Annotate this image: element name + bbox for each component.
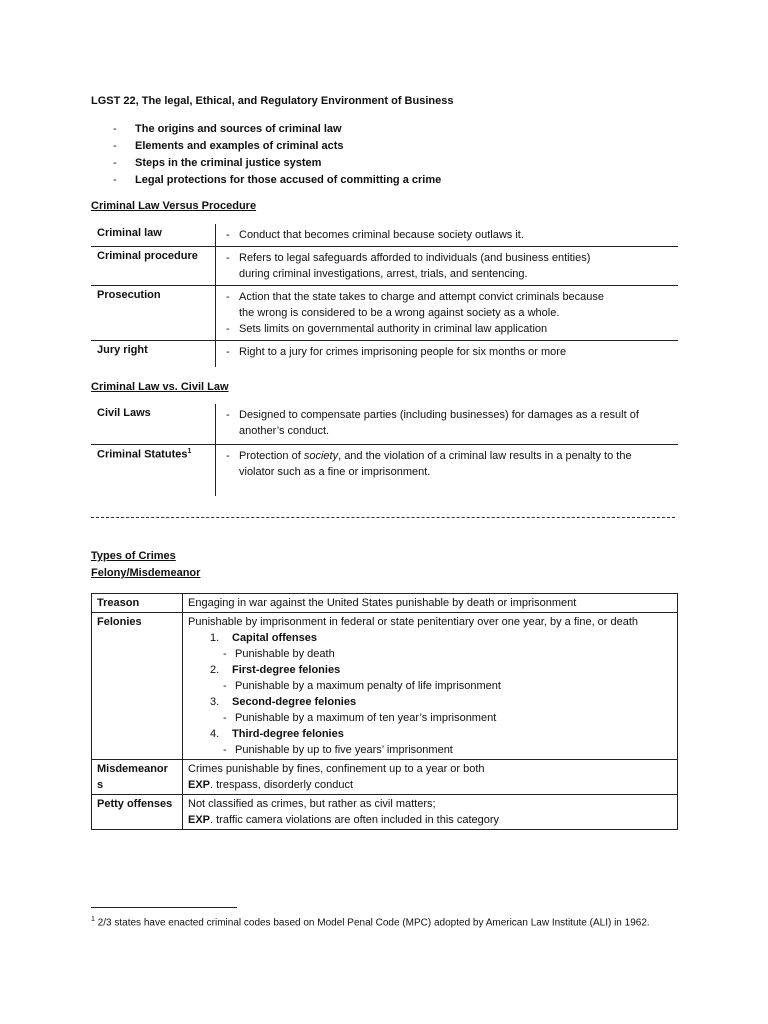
felony-type-item: 2. First-degree felonies (210, 664, 341, 676)
definition-point: - Refers to legal safeguards afforded to individuals (and business entities) during criminal investigations, arrest, trials, and sentencing. (226, 250, 619, 282)
document-title: LGST 22, The legal, Ethical, and Regulatory Environment of Business (91, 95, 454, 107)
section-heading-law-vs-procedure: Criminal Law Versus Procedure (91, 200, 257, 212)
term-criminal-statutes-label: Criminal Statutes (97, 448, 188, 461)
petty-offenses-example: EXP. traffic camera violations are often included in this category (188, 814, 500, 826)
footnote-mark: 1 (91, 916, 95, 923)
topic-item: - Legal protections for those accused of committing a crime (113, 172, 441, 189)
felony-type-detail: - Punishable by up to five years’ imprisonment (188, 742, 672, 758)
felony-type-detail: - Punishable by a maximum penalty of life imprisonment (188, 678, 672, 694)
term-criminal-statutes (91, 444, 216, 496)
footnote-rule (91, 907, 237, 908)
crime-types-table (91, 593, 678, 830)
misdemeanors-description: Crimes punishable by fines, confinement up to a year or both (188, 763, 485, 775)
emphasis-society: society (303, 449, 339, 462)
felony-type-item: 1. Capital offenses (210, 632, 317, 644)
topic-item: - Steps in the criminal justice system (113, 155, 441, 172)
definition-point: - Protection of society, and the violation of a criminal law results in a penalty to the violator such as a fine or imprisonment. (226, 448, 664, 480)
term-treason: Treason (92, 594, 183, 613)
definition-point: - Sets limits on governmental authority in criminal law application (226, 321, 678, 337)
criminal-vs-civil-table (91, 404, 678, 496)
section-heading-criminal-vs-civil: Criminal Law vs. Civil Law (91, 381, 229, 393)
definition-point: - Designed to compensate parties (including businesses) for damages as a result of another’s conduct. (226, 407, 659, 439)
footnote-ref: 1 (187, 447, 192, 455)
topic-list (113, 121, 441, 189)
definition-point: - Action that the state takes to charge and attempt convict criminals because the wrong is considered to be a wrong against society as a whole. (226, 289, 619, 321)
felony-type-item: 3. Second-degree felonies (210, 696, 357, 708)
law-vs-procedure-table (91, 224, 678, 367)
topic-item: - Elements and examples of criminal acts (113, 138, 441, 155)
petty-offenses-description: Not classified as crimes, but rather as civil matters; (188, 798, 436, 810)
term-jury-right: Jury right (91, 341, 216, 367)
section-heading-types-of-crimes: Types of Crimes (91, 550, 176, 562)
term-misdemeanors: Misdemeanor s (92, 760, 183, 795)
term-felonies: Felonies (92, 613, 183, 760)
treason-description: Engaging in war against the United States punishable by death or imprisonment (183, 594, 678, 613)
term-criminal-procedure: Criminal procedure (91, 247, 216, 286)
footnote-text: 2/3 states have enacted criminal codes based on Model Penal Code (MPC) adopted by American Law Institute (ALI) in 1962. (94, 917, 650, 929)
definition-point: - Right to a jury for crimes imprisoning people for six months or more (226, 344, 678, 360)
section-subheading-felony-misdemeanor: Felony/Misdemeanor (91, 567, 201, 579)
term-criminal-law: Criminal law (91, 224, 216, 247)
felony-type-detail: - Punishable by a maximum of ten year’s imprisonment (188, 710, 672, 726)
footnote (91, 916, 650, 928)
felony-type-item: 4. Third-degree felonies (210, 728, 344, 740)
term-prosecution: Prosecution (91, 286, 216, 341)
misdemeanors-example: EXP. trespass, disorderly conduct (188, 779, 354, 791)
dashed-divider (91, 517, 675, 518)
topic-item: - The origins and sources of criminal law (113, 121, 441, 138)
felony-type-detail: - Punishable by death (188, 646, 672, 662)
felonies-description: Punishable by imprisonment in federal or state penitentiary over one year, by a fine, or death (188, 616, 639, 628)
term-civil-laws: Civil Laws (91, 404, 216, 444)
definition-point: - Conduct that becomes criminal because society outlaws it. (226, 227, 678, 243)
term-petty-offenses: Petty offenses (92, 795, 183, 830)
